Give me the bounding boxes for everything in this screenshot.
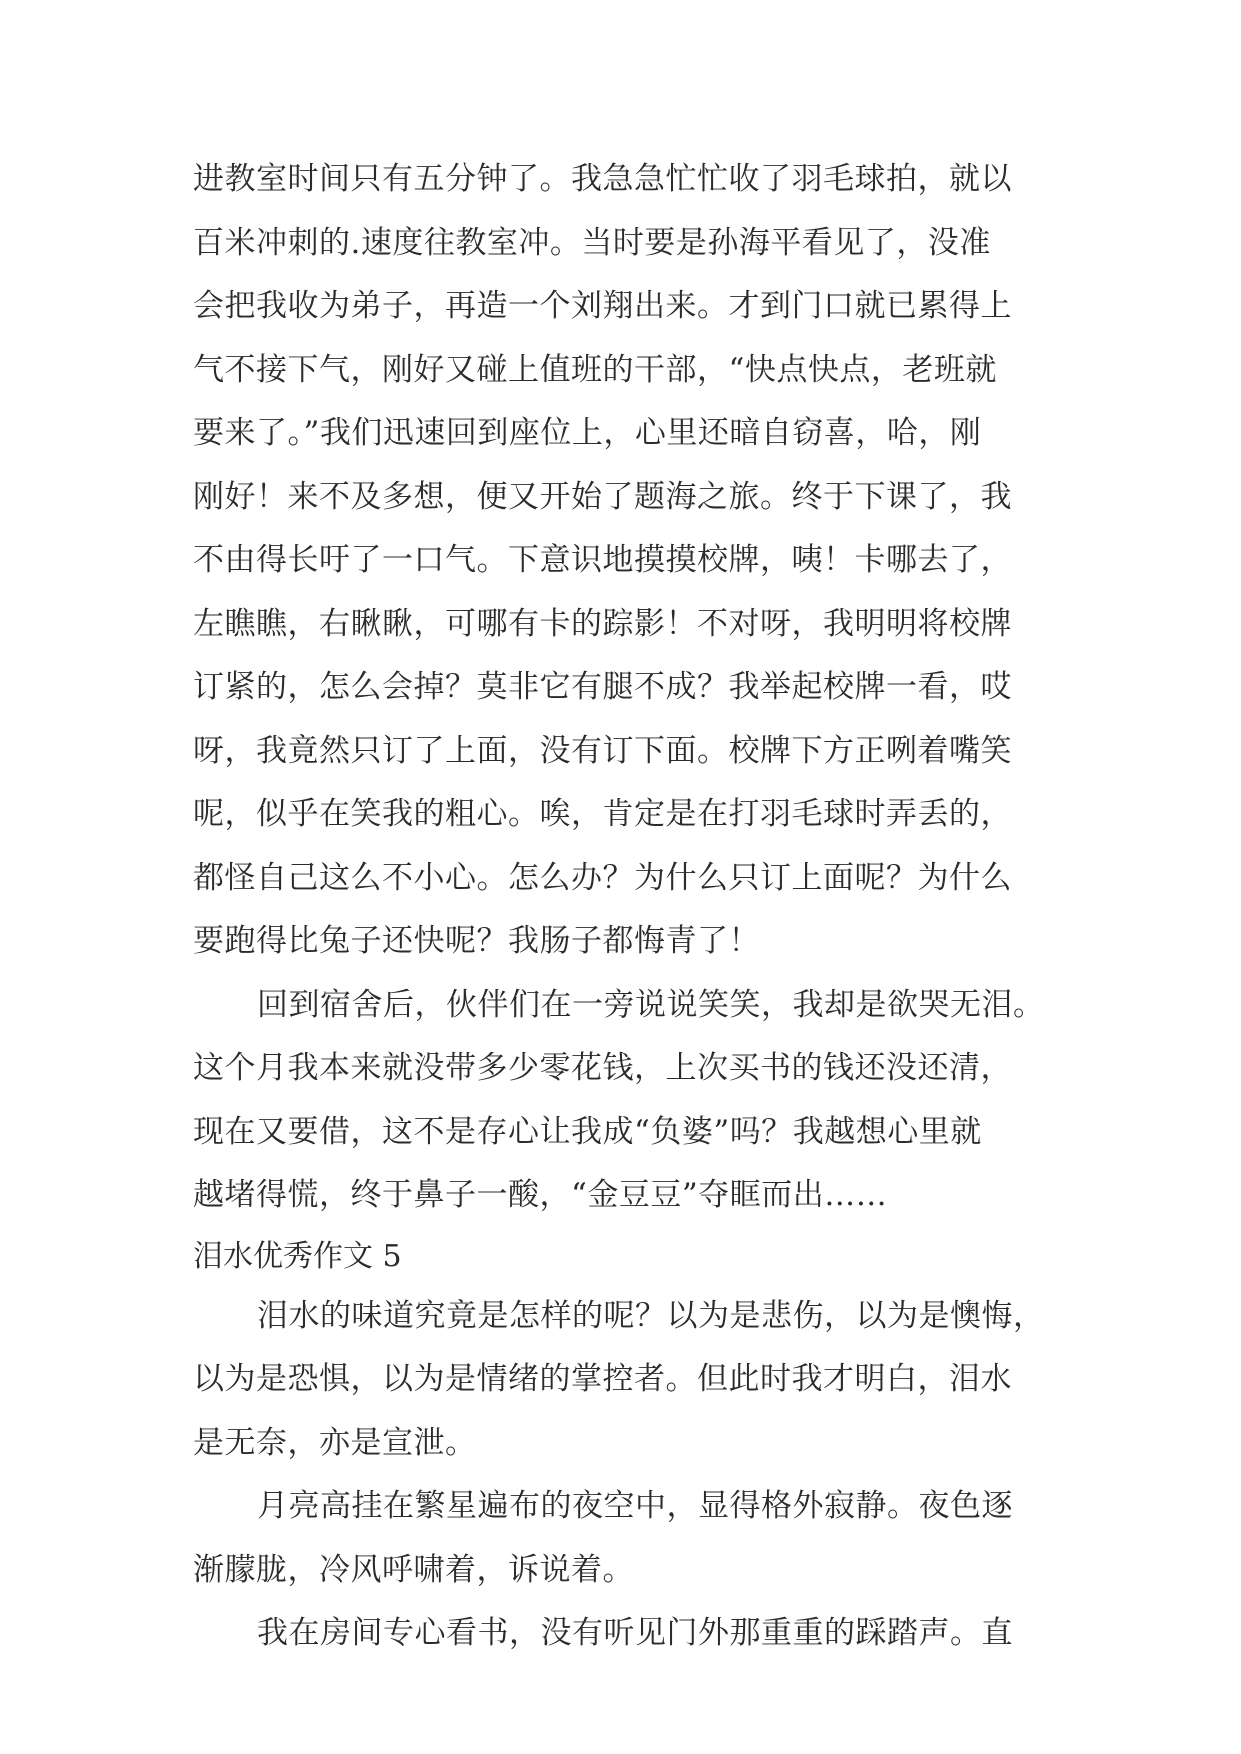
text-line: 这个月我本来就没带多少零花钱，上次买书的钱还没还清， <box>193 1050 1012 1086</box>
text-line: 呢，似乎在笑我的粗心。唉，肯定是在打羽毛球时弄丢的， <box>193 796 1012 832</box>
text-line: 我在房间专心看书，没有听见门外那重重的踩踏声。直 <box>257 1615 1013 1651</box>
text-line: 都怪自己这么不小心。怎么办？为什么只订上面呢？为什么 <box>193 859 1012 896</box>
text-line: 气不接下气，刚好又碰上值班的干部，“快点快点，老班就 <box>193 351 997 388</box>
essay-text-block <box>193 148 1073 1666</box>
essay-paragraphs-part-2 <box>193 1285 1073 1666</box>
text-line: 要来了。”我们迅速回到座位上，心里还暗自窃喜，哈，刚 <box>193 415 982 451</box>
text-line: 月亮高挂在繁星遍布的夜空中，显得格外寂静。夜色逐 <box>257 1488 1013 1524</box>
text-line: 现在又要借，这不是存心让我成“负婆”吗？我越想心里就 <box>193 1113 982 1150</box>
text-line: 会把我收为弟子，再造一个刘翔出来。才到门口就已累得上 <box>193 288 1012 324</box>
text-line: 刚好！来不及多想，便又开始了题海之旅。终于下课了，我 <box>193 478 1012 515</box>
text-line: 左瞧瞧，右瞅瞅，可哪有卡的踪影！不对呀，我明明将校牌 <box>193 605 1012 642</box>
essay-paragraphs-part-1 <box>193 148 1073 1228</box>
text-line: 不由得长吁了一口气。下意识地摸摸校牌，咦！卡哪去了， <box>193 542 1012 578</box>
text-line: 回到宿舍后，伙伴们在一旁说说笑笑，我却是欲哭无泪。 <box>257 986 1045 1023</box>
text-line: 要跑得比兔子还快呢？我肠子都悔青了！ <box>193 923 760 959</box>
text-line: 渐朦胧，冷风呼啸着，诉说着。 <box>193 1551 634 1588</box>
text-line: 越堵得慌，终于鼻子一酸，“金豆豆”夺眶而出…… <box>193 1177 888 1213</box>
essay-heading: 泪水优秀作文 5 <box>193 1238 402 1274</box>
text-line: 订紧的，怎么会掉？莫非它有腿不成？我举起校牌一看，哎 <box>193 669 1012 705</box>
text-line: 是无奈，亦是宣泄。 <box>193 1424 477 1461</box>
text-line: 以为是恐惧，以为是情绪的掌控者。但此时我才明白，泪水 <box>193 1361 1012 1397</box>
text-line: 呀，我竟然只订了上面，没有订下面。校牌下方正咧着嘴笑 <box>193 732 1012 769</box>
text-line: 进教室时间只有五分钟了。我急急忙忙收了羽毛球拍，就以 <box>193 161 1012 197</box>
text-line: 百米冲刺的.速度往教室冲。当时要是孙海平看见了，没准 <box>193 224 991 261</box>
text-line: 泪水的味道究竟是怎样的呢？以为是悲伤，以为是懊悔， <box>257 1297 1045 1334</box>
